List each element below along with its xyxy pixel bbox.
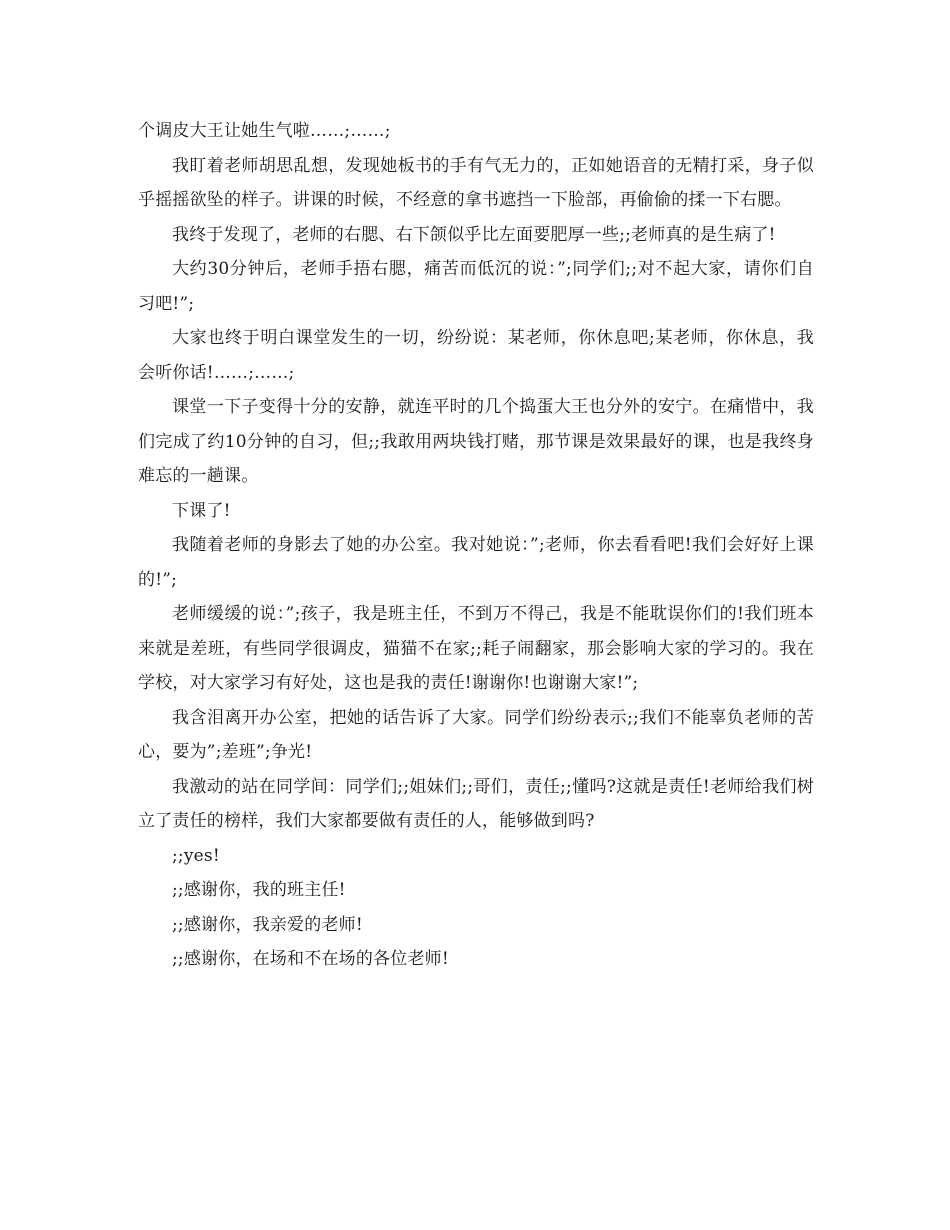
paragraph-12: ;;yes! (172, 845, 220, 866)
paragraph-15: ;;感谢你，在场和不在场的各位老师! (172, 949, 449, 969)
paragraph-10: 我含泪离开办公室，把她的话告诉了大家。同学们纷纷表示;;我们不能辜负老师的苦心，要为”;差班”;争光! (138, 707, 814, 762)
paragraph-3: 我终于发现了，老师的右腮、右下颌似乎比左面要肥厚一些;;老师真的是生病了! (172, 224, 776, 245)
paragraph-5: 大家也终于明白课堂发生的一切，纷纷说：某老师，你休息吧;某老师，你休息，我会听你话!……;……; (138, 328, 814, 383)
paragraph-13: ;;感谢你，我的班主任! (172, 880, 346, 900)
paragraph-11: 我激动的站在同学间：同学们;;姐妹们;;哥们，责任;;懂吗?这就是责任!老师给我们树立了责任的榜样，我们大家都要做有责任的人，能够做到吗? (138, 776, 814, 831)
paragraph-1: 个调皮大王让她生气啦……;……; (138, 121, 391, 141)
paragraph-2: 我盯着老师胡思乱想，发现她板书的手有气无力的，正如她语音的无精打采，身子似乎摇摇欲坠的样子。讲课的时候，不经意的拿书遮挡一下脸部，再偷偷的揉一下右腮。 (138, 155, 814, 210)
paragraph-14: ;;感谢你，我亲爱的老师! (172, 914, 363, 935)
paragraph-8: 我随着老师的身影去了她的办公室。我对她说：”;老师，你去看看吧!我们会好好上课的!”; (138, 535, 814, 590)
paragraph-6: 课堂一下子变得十分的安静，就连平时的几个捣蛋大王也分外的安宁。在痛惜中，我们完成了约10分钟的自习，但;;我敢用两块钱打赌，那节课是效果最好的课，也是我终身难忘的一趟课。 (138, 397, 814, 486)
paragraph-7: 下课了! (172, 500, 231, 521)
paragraph-4: 大约30分钟后，老师手捂右腮，痛苦而低沉的说：”;同学们;;对不起大家，请你们自习吧!”; (138, 259, 814, 314)
paragraph-9: 老师缓缓的说：”;孩子，我是班主任，不到万不得己，我是不能耽误你们的!我们班本来就是差班，有些同学很调皮，猫猫不在家;;耗子闹翻家，那会影响大家的学习的。我在学校，对大家学习有好处，这也是我的责任!谢谢你!也谢谢大家!”; (138, 604, 814, 693)
document-body (138, 114, 814, 977)
